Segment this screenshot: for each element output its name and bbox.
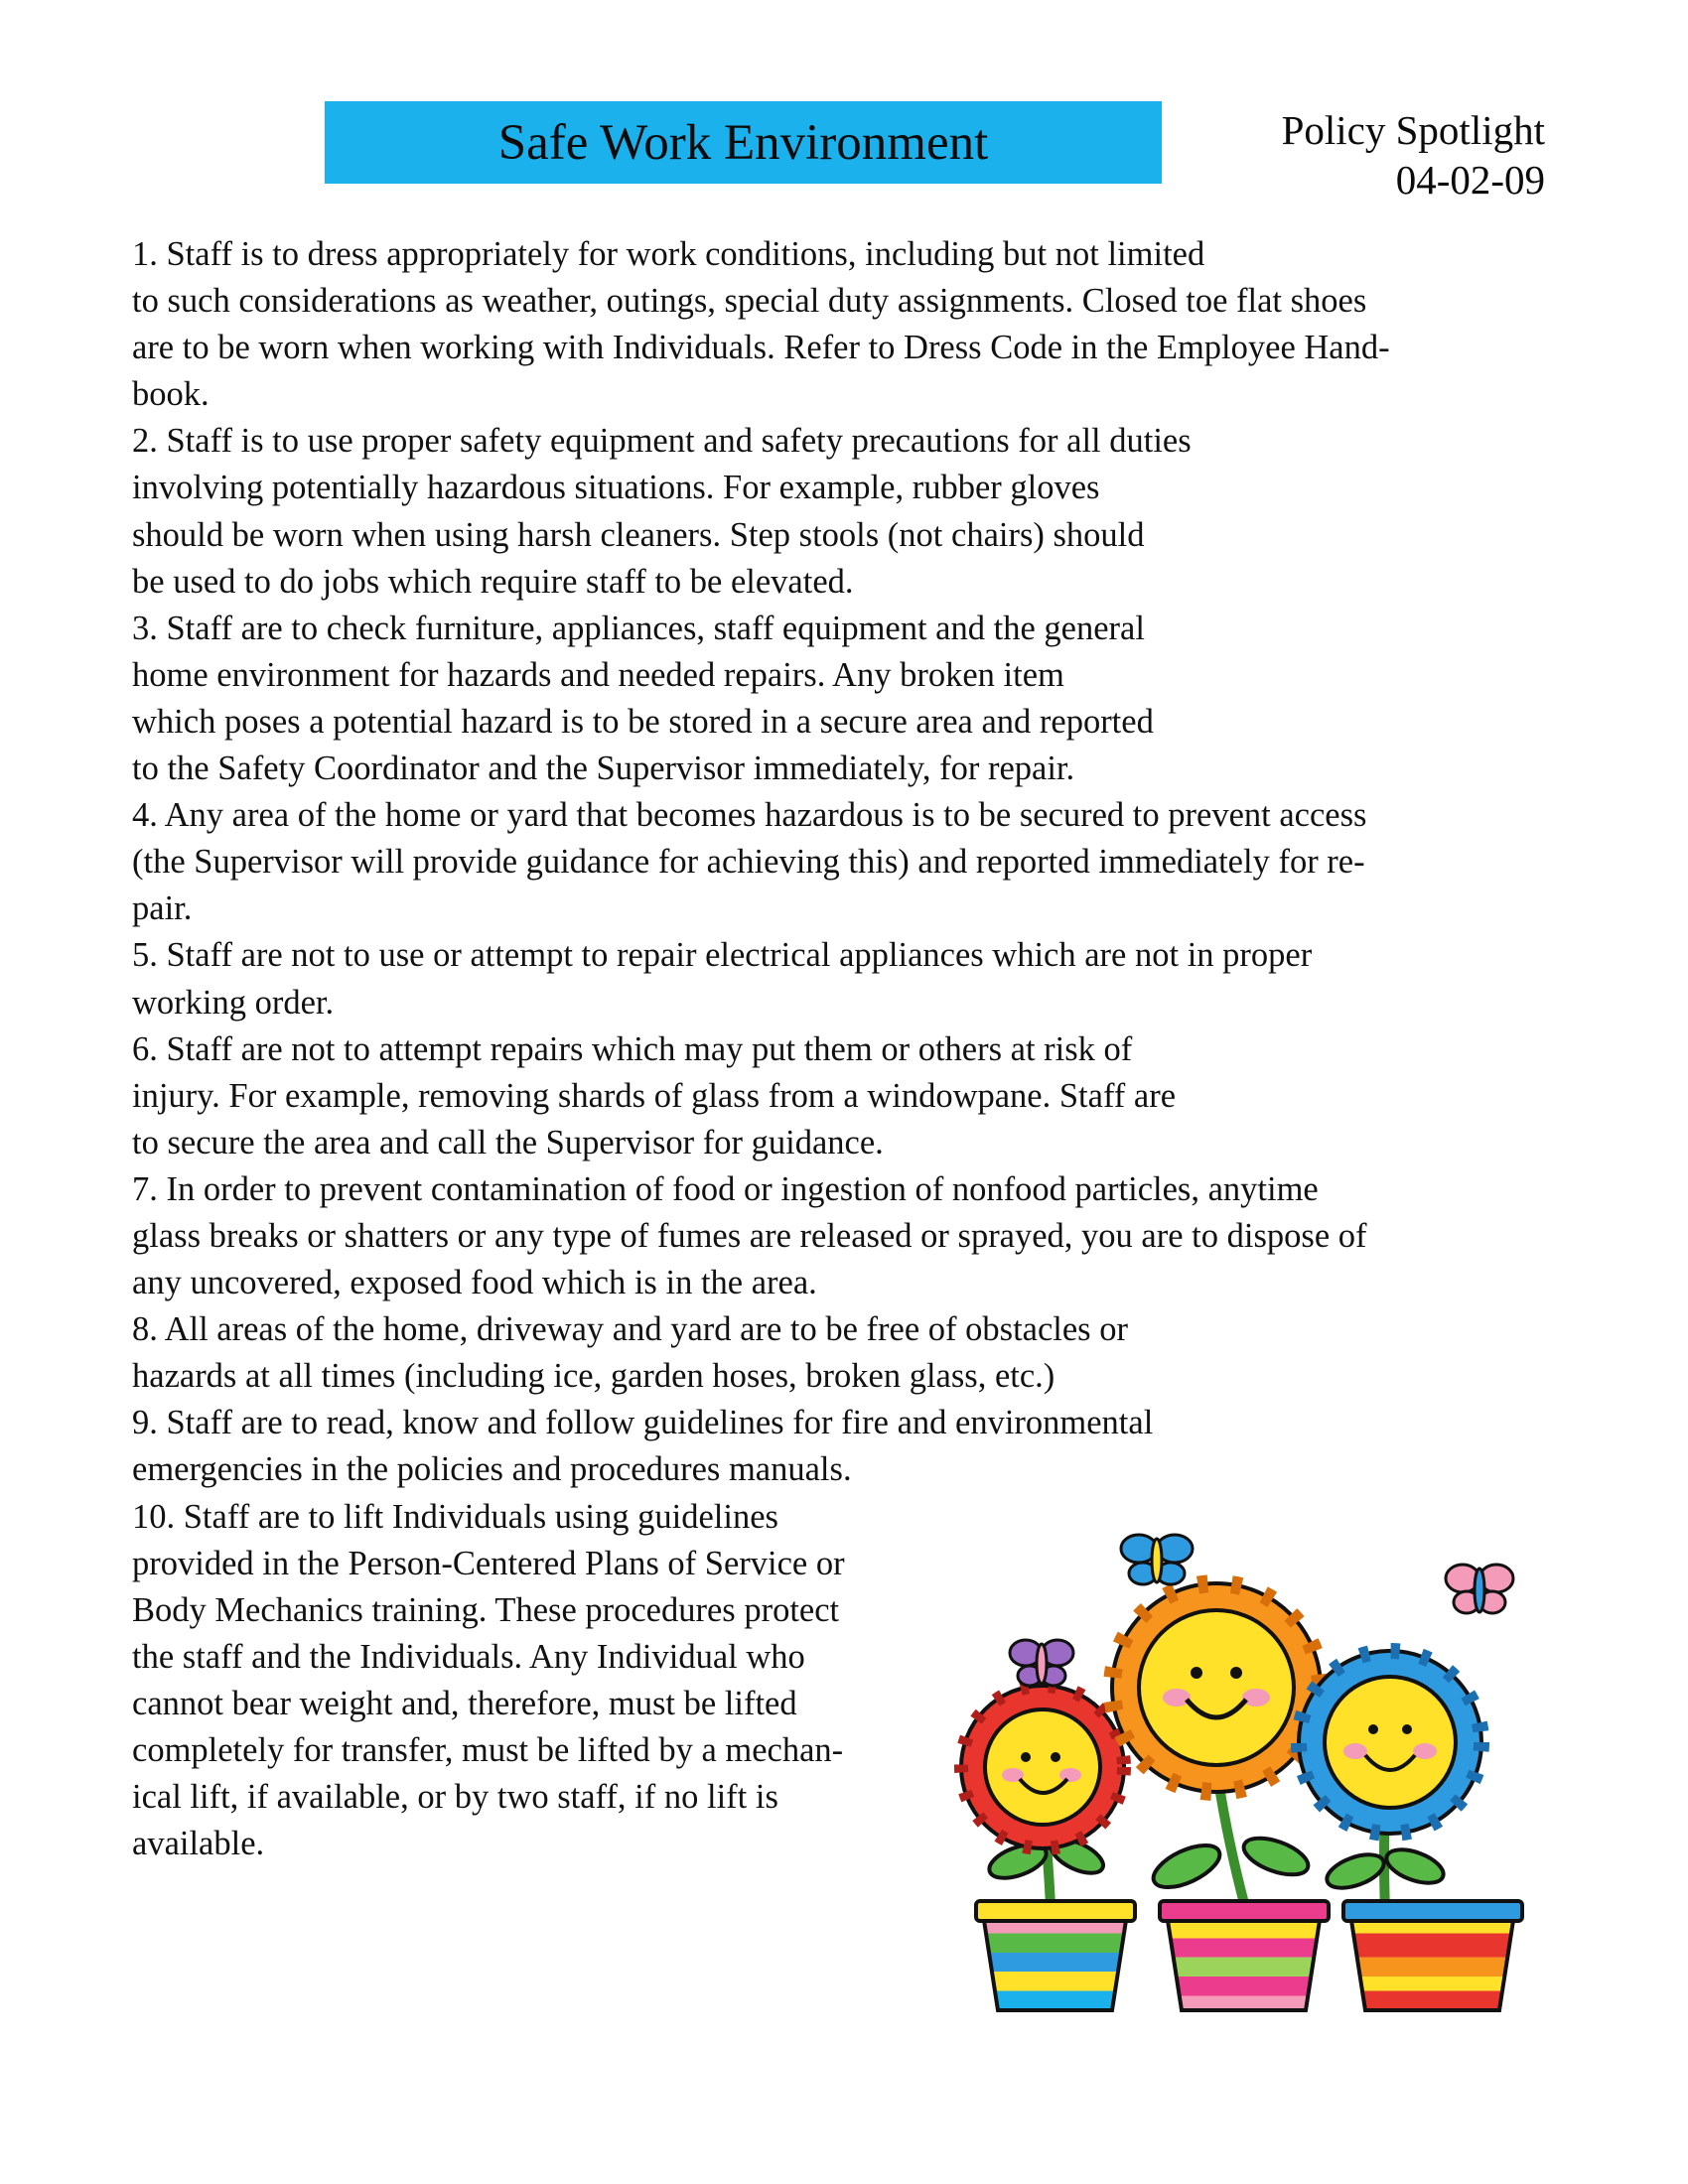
page-title: Safe Work Environment [497, 114, 989, 171]
policy-line: 7. In order to prevent contamination of food or ingestion of nonfood particles, anytime [132, 1169, 1319, 1208]
policy-line: should be worn when using harsh cleaners. Step stools (not chairs) should [132, 515, 1145, 554]
policy-line: involving potentially hazardous situations. For example, rubber gloves [132, 469, 1100, 507]
blue-butterfly-icon [1121, 1535, 1193, 1584]
policy-line: 8. All areas of the home, driveway and yard are to be free of obstacles or [132, 1310, 1128, 1349]
policy-line: ical lift, if available, or by two staff, if no lift is [132, 1778, 778, 1817]
flower-pots [976, 1901, 1522, 2010]
policy-line: 9. Staff are to read, know and follow guidelines for fire and environmental [132, 1404, 1154, 1442]
policy-line: working order. [132, 983, 335, 1022]
spotlight-date: 04-02-09 [1395, 157, 1545, 203]
policy-line: pair. [132, 889, 193, 928]
policy-line: completely for transfer, must be lifted by a mechan- [132, 1731, 844, 1769]
policy-line: 6. Staff are not to attempt repairs which may put them or others at risk of [132, 1029, 1133, 1068]
policy-line: (the Supervisor will provide guidance for achieving this) and reported immediately for re- [132, 843, 1365, 882]
policy-line: 3. Staff are to check furniture, appliances, staff equipment and the general [132, 609, 1145, 647]
policy-line: 10. Staff are to lift Individuals using guidelines [132, 1497, 778, 1536]
policy-line: to the Safety Coordinator and the Supervisor immediately, for repair. [132, 750, 1075, 788]
policy-line: 2. Staff is to use proper safety equipment and safety precautions for all duties [132, 422, 1192, 461]
red-flower-icon [961, 1686, 1124, 1848]
policy-line: book. [132, 375, 210, 414]
policy-line: be used to do jobs which require staff to be elevated. [132, 562, 854, 601]
policy-line: which poses a potential hazard is to be stored in a secure area and reported [132, 702, 1154, 741]
purple-butterfly-icon [1010, 1640, 1073, 1686]
policy-line: 5. Staff are not to use or attempt to repair electrical appliances which are not in proper [132, 936, 1313, 975]
policy-line: Body Mechanics training. These procedures protect [132, 1590, 840, 1629]
policy-line: emergencies in the policies and procedures manuals. [132, 1450, 852, 1489]
policy-line: hazards at all times (including ice, garden hoses, broken glass, etc.) [132, 1357, 1055, 1396]
orange-flower-icon [1112, 1583, 1321, 1792]
policy-line: injury. For example, removing shards of glass from a windowpane. Staff are [132, 1076, 1177, 1115]
policy-line: the staff and the Individuals. Any Individual who [132, 1637, 805, 1676]
policy-line: provided in the Person-Centered Plans of Service or [132, 1544, 845, 1582]
policy-line: to secure the area and call the Supervisor for guidance. [132, 1123, 884, 1161]
policy-line: cannot bear weight and, therefore, must be lifted [132, 1684, 797, 1722]
policy-line: any uncovered, exposed food which is in the area. [132, 1264, 817, 1302]
policy-line: to such considerations as weather, outings, special duty assignments. Closed toe flat shoes [132, 282, 1367, 321]
spotlight-block [1172, 105, 1545, 205]
blue-flower-icon [1299, 1651, 1481, 1834]
policy-line: home environment for hazards and needed repairs. Any broken item [132, 655, 1064, 694]
policy-line: are to be worn when working with Individuals. Refer to Dress Code in the Employee Hand- [132, 329, 1390, 367]
policy-line: available. [132, 1825, 265, 1863]
flowers-illustration-icon [948, 1519, 1574, 2015]
policy-line: glass breaks or shatters or any type of fumes are released or sprayed, you are to dispose of [132, 1216, 1367, 1255]
policy-line: 4. Any area of the home or yard that becomes hazardous is to be secured to prevent access [132, 796, 1367, 835]
policy-line: 1. Staff is to dress appropriately for work conditions, including but not limited [132, 235, 1205, 273]
title-banner [325, 101, 1162, 184]
pink-butterfly-icon [1446, 1565, 1513, 1613]
spotlight-label: Policy Spotlight [1281, 107, 1545, 153]
